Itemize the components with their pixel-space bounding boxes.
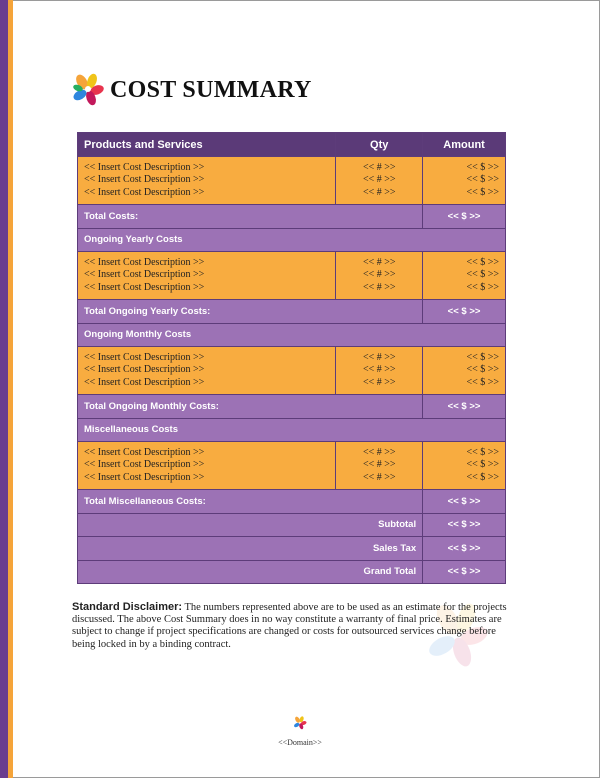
grand-total-row xyxy=(78,560,506,584)
qty-value: << # >> xyxy=(362,364,396,376)
page-title: COST SUMMARY xyxy=(110,76,312,103)
total-monthly-label: Total Ongoing Monthly Costs: xyxy=(78,395,423,419)
amount-value: << $ >> xyxy=(466,186,499,198)
disclaimer-label: Standard Disclaimer: xyxy=(72,601,183,613)
table-header-row xyxy=(78,133,506,157)
cost-description: << Insert Cost Description >> xyxy=(84,174,205,186)
subtotal-label: Subtotal xyxy=(78,513,423,537)
left-stripe-purple xyxy=(0,0,8,778)
yearly-section-title: Ongoing Yearly Costs xyxy=(78,228,506,252)
sales-tax-label: Sales Tax xyxy=(78,537,423,561)
qty-cell xyxy=(336,157,423,205)
table-row xyxy=(78,442,506,490)
amount-value: << $ >> xyxy=(466,447,499,459)
header-amount: Amount xyxy=(423,133,506,157)
cost-description: << Insert Cost Description >> xyxy=(84,471,205,483)
cost-description: << Insert Cost Description >> xyxy=(84,257,205,269)
total-yearly-amount: << $ >> xyxy=(423,300,506,324)
total-misc-row xyxy=(78,490,506,514)
total-yearly-row xyxy=(78,300,506,324)
cost-description: << Insert Cost Description >> xyxy=(84,376,205,388)
qty-value: << # >> xyxy=(362,459,396,471)
sales-tax-row xyxy=(78,537,506,561)
cost-description: << Insert Cost Description >> xyxy=(84,269,205,281)
table-row xyxy=(78,252,506,300)
footer xyxy=(0,716,600,750)
qty-cell xyxy=(336,347,423,395)
amount-value: << $ >> xyxy=(466,376,499,388)
cost-description: << Insert Cost Description >> xyxy=(84,281,205,293)
amount-cell xyxy=(423,347,506,395)
subtotal-amount: << $ >> xyxy=(423,513,506,537)
qty-value: << # >> xyxy=(362,162,396,174)
amount-cell xyxy=(423,252,506,300)
cost-description-cell xyxy=(78,252,336,300)
amount-value: << $ >> xyxy=(466,459,499,471)
qty-cell xyxy=(336,442,423,490)
cost-description: << Insert Cost Description >> xyxy=(84,352,205,364)
qty-value: << # >> xyxy=(362,281,396,293)
yearly-section-row xyxy=(78,228,506,252)
monthly-section-row xyxy=(78,323,506,347)
misc-section-title: Miscellaneous Costs xyxy=(78,418,506,442)
cost-table xyxy=(77,132,506,584)
cost-description-cell xyxy=(78,347,336,395)
disclaimer-text: The numbers represented above are to be used as an estimate for the projects discussed. The above Cost Summary does in no way constitute a warranty of final price. Estimates are subject to change if project specifications are changed or costs for outsourced services change before being locked in by a binding contract. xyxy=(72,602,507,650)
grand-total-label: Grand Total xyxy=(78,560,423,584)
cost-description: << Insert Cost Description >> xyxy=(84,162,205,174)
table-row xyxy=(78,157,506,205)
cost-description-cell xyxy=(78,157,336,205)
qty-value: << # >> xyxy=(362,186,396,198)
amount-value: << $ >> xyxy=(466,281,499,293)
amount-value: << $ >> xyxy=(466,352,499,364)
total-misc-label: Total Miscellaneous Costs: xyxy=(78,490,423,514)
qty-value: << # >> xyxy=(362,174,396,186)
total-misc-amount: << $ >> xyxy=(423,490,506,514)
total-costs-row xyxy=(78,205,506,229)
qty-value: << # >> xyxy=(362,471,396,483)
misc-section-row xyxy=(78,418,506,442)
footer-domain: <<Domain>> xyxy=(278,738,322,747)
qty-value: << # >> xyxy=(362,269,396,281)
header xyxy=(72,72,312,108)
qty-value: << # >> xyxy=(362,447,396,459)
grand-total-amount: << $ >> xyxy=(423,560,506,584)
cost-description: << Insert Cost Description >> xyxy=(84,447,205,459)
amount-cell xyxy=(423,442,506,490)
header-qty: Qty xyxy=(336,133,423,157)
sales-tax-amount: << $ >> xyxy=(423,537,506,561)
cost-description: << Insert Cost Description >> xyxy=(84,459,205,471)
qty-value: << # >> xyxy=(362,376,396,388)
amount-value: << $ >> xyxy=(466,174,499,186)
header-products-services: Products and Services xyxy=(78,133,336,157)
left-stripe-orange xyxy=(8,0,13,778)
total-costs-amount: << $ >> xyxy=(423,205,506,229)
amount-value: << $ >> xyxy=(466,364,499,376)
subtotal-row xyxy=(78,513,506,537)
table-row xyxy=(78,347,506,395)
cost-description: << Insert Cost Description >> xyxy=(84,186,205,198)
qty-cell xyxy=(336,252,423,300)
cost-description: << Insert Cost Description >> xyxy=(84,364,205,376)
footer-logo-icon xyxy=(293,716,307,730)
monthly-section-title: Ongoing Monthly Costs xyxy=(78,323,506,347)
standard-disclaimer xyxy=(72,601,512,651)
hands-logo-icon xyxy=(72,73,104,107)
amount-value: << $ >> xyxy=(466,269,499,281)
amount-cell xyxy=(423,157,506,205)
amount-value: << $ >> xyxy=(466,257,499,269)
cost-description-cell xyxy=(78,442,336,490)
total-yearly-label: Total Ongoing Yearly Costs: xyxy=(78,300,423,324)
amount-value: << $ >> xyxy=(466,162,499,174)
qty-value: << # >> xyxy=(362,352,396,364)
total-costs-label: Total Costs: xyxy=(78,205,423,229)
qty-value: << # >> xyxy=(362,257,396,269)
total-monthly-amount: << $ >> xyxy=(423,395,506,419)
amount-value: << $ >> xyxy=(466,471,499,483)
total-monthly-row xyxy=(78,395,506,419)
